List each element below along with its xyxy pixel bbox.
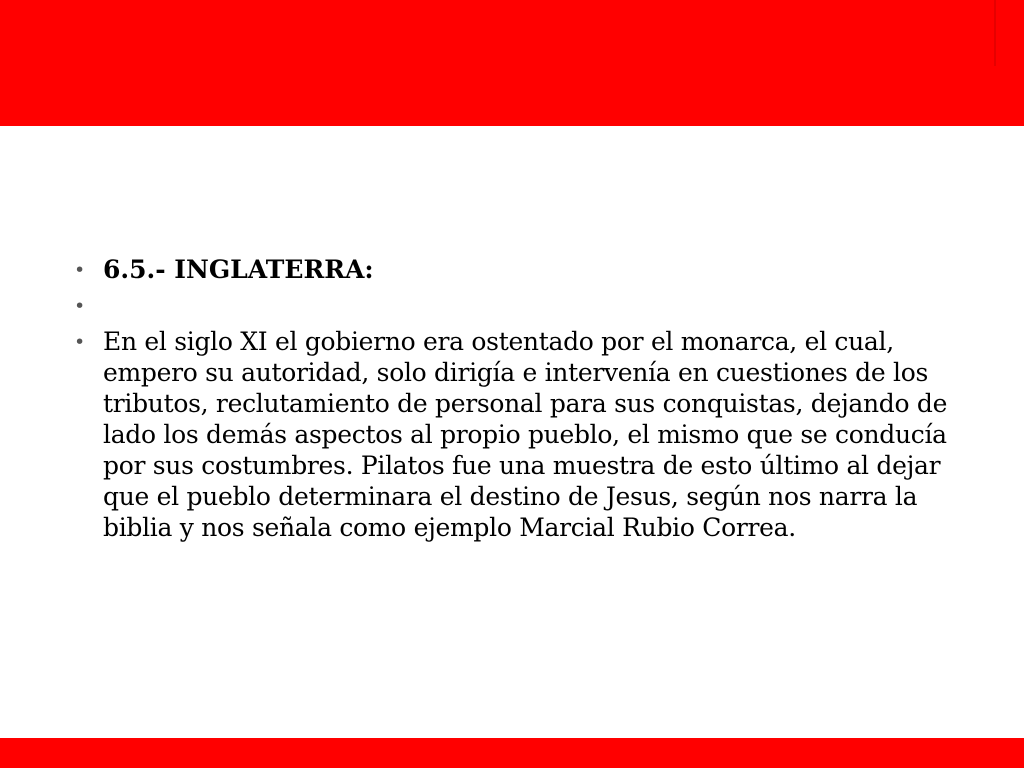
bullet-item-heading bbox=[72, 254, 962, 286]
bullet-item-empty bbox=[72, 290, 962, 322]
band-edge-line bbox=[994, 0, 996, 66]
bullet-list bbox=[72, 254, 962, 543]
section-heading: 6.5.- INGLATERRA: bbox=[103, 255, 374, 284]
bottom-red-band bbox=[0, 738, 1024, 768]
bullet-dot-icon: • bbox=[74, 259, 86, 281]
bullet-item-paragraph bbox=[72, 326, 962, 543]
bullet-dot-icon: • bbox=[74, 331, 85, 353]
body-paragraph: En el siglo XI el gobierno era ostentado por el monarca, el cual, empero su autoridad, solo dirigía e intervenía en cuestiones de los tributos, reclutamiento de personal para sus conquistas, dejando de lado los demás aspectos al propio pueblo, el mismo que se conducía por sus costumbres. Pilatos fue una muestra de esto último al dejar que el pueblo determinara el destino de Jesus, según nos narra la biblia y nos señala como ejemplo Marcial Rubio Correa. bbox=[103, 327, 948, 542]
top-red-band bbox=[0, 0, 1024, 126]
bullet-dot-icon: • bbox=[74, 295, 86, 317]
slide-content bbox=[72, 254, 962, 547]
